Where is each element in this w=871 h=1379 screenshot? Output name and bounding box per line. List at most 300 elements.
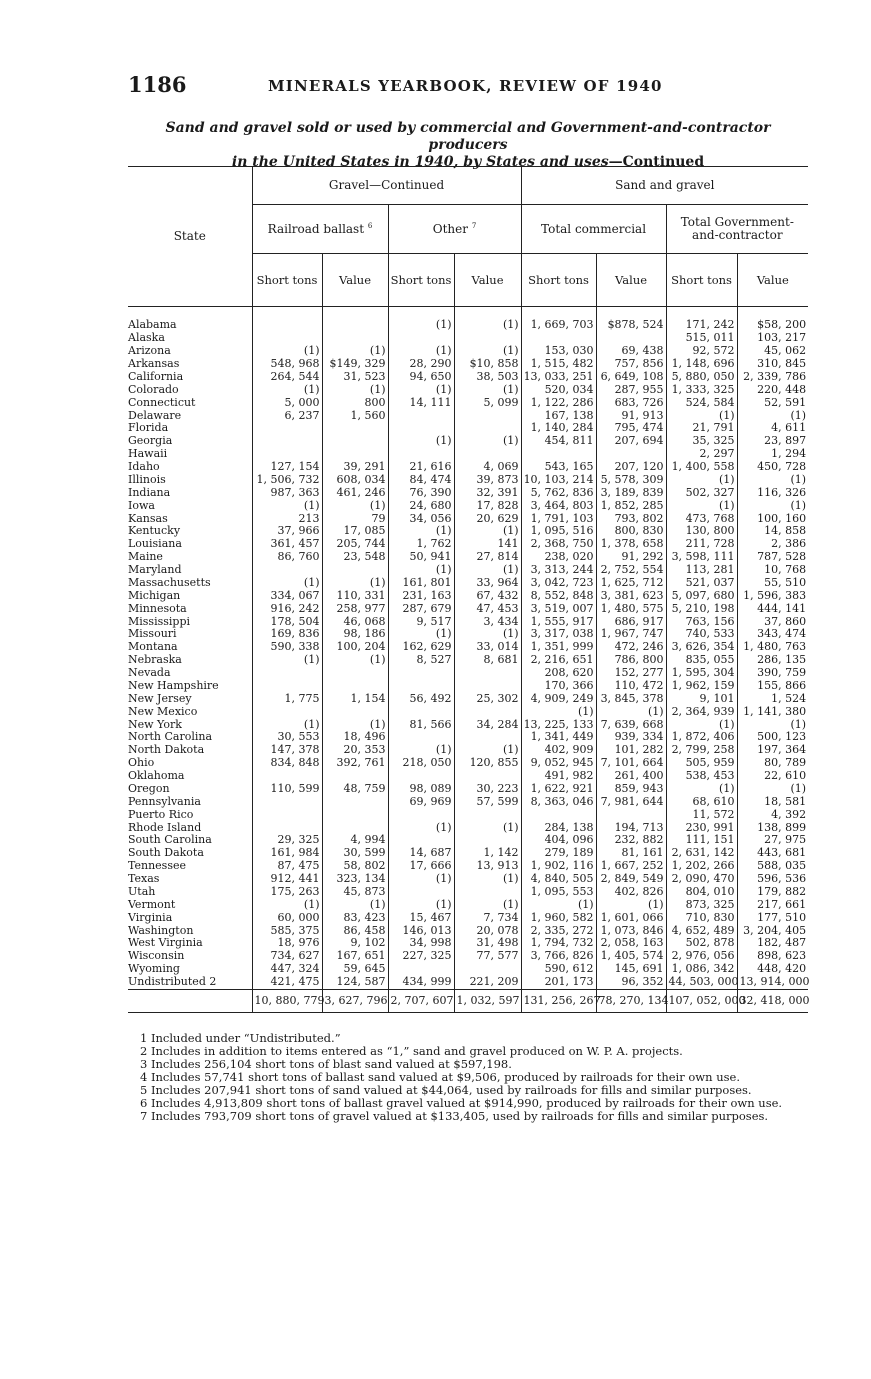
table-cell: 4, 611: [737, 422, 808, 435]
table-cell: 33, 014: [454, 641, 521, 654]
table-cell: (1): [322, 898, 388, 911]
state-column-header: State: [128, 167, 252, 307]
table-cell: 31, 523: [322, 371, 388, 384]
table-cell: 2, 297: [666, 448, 737, 461]
table-cell: [596, 332, 666, 345]
table-cell: 1, 148, 696: [666, 358, 737, 371]
table-cell: 800: [322, 396, 388, 409]
table-cell: (1): [322, 577, 388, 590]
table-cell: [454, 808, 521, 821]
table-cell: 1, 872, 406: [666, 731, 737, 744]
table-cell: (1): [454, 525, 521, 538]
table-cell: 4, 994: [322, 834, 388, 847]
state-name: New Hampshire: [128, 678, 219, 692]
table-cell: 3, 317, 038: [521, 628, 596, 641]
state-name: Wisconsin: [128, 949, 185, 963]
table-cell: 1, 333, 325: [666, 383, 737, 396]
table-cell: 590, 338: [252, 641, 322, 654]
table-cell: 786, 800: [596, 654, 666, 667]
total-gov-header: Total Government-and-contractor: [666, 205, 808, 254]
table-cell: [322, 435, 388, 448]
table-cell: 208, 620: [521, 667, 596, 680]
table-cell: 7, 734: [454, 911, 521, 924]
table-cell: (1): [454, 821, 521, 834]
state-name: Massachusetts: [128, 575, 211, 589]
table-cell: 170, 366: [521, 680, 596, 693]
sand-and-gravel-header: Sand and gravel: [521, 167, 808, 205]
table-cell: 1, 794, 732: [521, 937, 596, 950]
table-cell: 3, 598, 111: [666, 551, 737, 564]
table-cell: 35, 325: [666, 435, 737, 448]
table-cell: 421, 475: [252, 976, 322, 989]
table-row: [128, 950, 808, 963]
short-tons-header: Short tons: [388, 254, 454, 307]
table-cell: 8, 552, 848: [521, 589, 596, 602]
table-row: [128, 358, 808, 371]
table-cell: 5, 097, 680: [666, 589, 737, 602]
table-cell: 2, 216, 651: [521, 654, 596, 667]
table-cell: 1, 378, 658: [596, 538, 666, 551]
table-cell: 1, 086, 342: [666, 963, 737, 976]
table-row: [128, 705, 808, 718]
table-cell: $149, 329: [322, 358, 388, 371]
table-cell: 20, 629: [454, 512, 521, 525]
table-row: [128, 564, 808, 577]
table-cell: 120, 855: [454, 757, 521, 770]
state-name: Alaska: [128, 331, 165, 345]
table-cell: 1, 902, 116: [521, 860, 596, 873]
table-cell: 392, 761: [322, 757, 388, 770]
table-cell: [388, 731, 454, 744]
table-row: [128, 589, 808, 602]
table-cell: 231, 163: [388, 589, 454, 602]
table-cell: 30, 223: [454, 783, 521, 796]
table-cell: 447, 324: [252, 963, 322, 976]
state-name: Ohio: [128, 756, 155, 770]
table-cell: 178, 504: [252, 615, 322, 628]
table-cell: 138, 899: [737, 821, 808, 834]
table-cell: 1, 142: [454, 847, 521, 860]
table-cell: 1, 341, 449: [521, 731, 596, 744]
table-cell: 1, 400, 558: [666, 461, 737, 474]
table-cell: 31, 498: [454, 937, 521, 950]
table-cell: [454, 731, 521, 744]
table-cell: (1): [737, 474, 808, 487]
table-row: [128, 448, 808, 461]
table-cell: 1, 555, 917: [521, 615, 596, 628]
table-cell: (1): [388, 345, 454, 358]
table-cell: (1): [388, 525, 454, 538]
table-cell: 740, 533: [666, 628, 737, 641]
short-tons-header: Short tons: [252, 254, 322, 307]
state-name: Colorado: [128, 382, 179, 396]
table-row: [128, 783, 808, 796]
table-cell: 334, 067: [252, 589, 322, 602]
table-cell: 197, 364: [737, 744, 808, 757]
table-cell: (1): [252, 898, 322, 911]
state-name: Nevada: [128, 666, 171, 680]
table-cell: 33, 964: [454, 577, 521, 590]
table-cell: 92, 572: [666, 345, 737, 358]
table-cell: 264, 544: [252, 371, 322, 384]
table-cell: 69, 438: [596, 345, 666, 358]
table-cell: 3, 204, 405: [737, 924, 808, 937]
total-cell: 1, 032, 597: [454, 989, 521, 1012]
table-row: [128, 821, 808, 834]
state-name: Michigan: [128, 588, 181, 602]
table-cell: 9, 101: [666, 692, 737, 705]
table-cell: [521, 808, 596, 821]
table-cell: [252, 435, 322, 448]
table-cell: 3, 434: [454, 615, 521, 628]
table-cell: [322, 705, 388, 718]
table-cell: 5, 210, 198: [666, 602, 737, 615]
table-cell: (1): [388, 319, 454, 332]
table-row: [128, 409, 808, 422]
table-cell: 3, 464, 803: [521, 499, 596, 512]
value-header: Value: [737, 254, 808, 307]
table-cell: 491, 982: [521, 770, 596, 783]
table-cell: 2, 976, 056: [666, 950, 737, 963]
table-cell: [454, 705, 521, 718]
state-name: Florida: [128, 421, 169, 435]
table-cell: 14, 111: [388, 396, 454, 409]
state-name: Idaho: [128, 460, 160, 474]
table-cell: 39, 291: [322, 461, 388, 474]
table-cell: 590, 612: [521, 963, 596, 976]
table-cell: 608, 034: [322, 474, 388, 487]
table-cell: (1): [252, 345, 322, 358]
table-cell: 141: [454, 538, 521, 551]
table-cell: [252, 770, 322, 783]
table-cell: 232, 882: [596, 834, 666, 847]
table-cell: 502, 327: [666, 486, 737, 499]
table-cell: 500, 123: [737, 731, 808, 744]
table-cell: 25, 302: [454, 692, 521, 705]
table-cell: 793, 802: [596, 512, 666, 525]
footnote: 6 Includes 4,913,809 short tons of ballast gravel valued at $914,990, produced by railroads for their own use.: [140, 1096, 783, 1110]
table-row: [128, 770, 808, 783]
page-number: 1186: [128, 72, 187, 97]
table-row: [128, 976, 808, 989]
table-cell: 52, 591: [737, 396, 808, 409]
total-cell: 131, 256, 267: [521, 989, 596, 1012]
table-row: [128, 680, 808, 693]
table-cell: 87, 475: [252, 860, 322, 873]
table-row: [128, 847, 808, 860]
state-name: Illinois: [128, 472, 166, 486]
footnote: 1 Included under “Undistributed.”: [140, 1031, 341, 1045]
table-cell: (1): [388, 744, 454, 757]
table-cell: [521, 332, 596, 345]
table-cell: 323, 134: [322, 873, 388, 886]
table-cell: 585, 375: [252, 924, 322, 937]
table-cell: 153, 030: [521, 345, 596, 358]
table-cell: 79: [322, 512, 388, 525]
state-name: Minnesota: [128, 601, 187, 615]
table-cell: $58, 200: [737, 319, 808, 332]
table-cell: 18, 496: [322, 731, 388, 744]
table-cell: [454, 332, 521, 345]
table-cell: (1): [666, 783, 737, 796]
state-name: Louisiana: [128, 537, 182, 551]
table-cell: 23, 548: [322, 551, 388, 564]
table-cell: (1): [252, 383, 322, 396]
table-cell: 45, 873: [322, 886, 388, 899]
table-cell: 161, 984: [252, 847, 322, 860]
table-cell: 1, 762: [388, 538, 454, 551]
table-row: [128, 654, 808, 667]
state-name: New Jersey: [128, 691, 192, 705]
table-cell: (1): [388, 873, 454, 886]
total-cell: 78, 270, 134: [596, 989, 666, 1012]
table-cell: 1, 960, 582: [521, 911, 596, 924]
table-cell: (1): [388, 564, 454, 577]
table-cell: [252, 319, 322, 332]
table-cell: [388, 448, 454, 461]
table-cell: 450, 728: [737, 461, 808, 474]
table-cell: 2, 368, 750: [521, 538, 596, 551]
table-row: [128, 692, 808, 705]
table-cell: 734, 627: [252, 950, 322, 963]
table-body: [128, 307, 808, 990]
table-cell: [322, 808, 388, 821]
state-name: Pennsylvania: [128, 794, 201, 808]
table-cell: 310, 845: [737, 358, 808, 371]
table-cell: 5, 000: [252, 396, 322, 409]
table-cell: [388, 963, 454, 976]
table-cell: 1, 506, 732: [252, 474, 322, 487]
table-cell: [252, 564, 322, 577]
table-cell: 443, 681: [737, 847, 808, 860]
table-cell: 912, 441: [252, 873, 322, 886]
table-cell: 515, 011: [666, 332, 737, 345]
gravel-continued-header: Gravel—Continued: [252, 167, 521, 205]
table-cell: 4, 392: [737, 808, 808, 821]
railroad-ballast-header: [252, 205, 388, 254]
totals-body: [128, 989, 808, 1012]
table-cell: (1): [322, 654, 388, 667]
table-cell: 3, 845, 378: [596, 692, 666, 705]
table-cell: [252, 705, 322, 718]
table-cell: 763, 156: [666, 615, 737, 628]
table-cell: 179, 882: [737, 886, 808, 899]
table-cell: 81, 161: [596, 847, 666, 860]
table-cell: 1, 140, 284: [521, 422, 596, 435]
table-cell: (1): [596, 898, 666, 911]
table-cell: 217, 661: [737, 898, 808, 911]
table-cell: 55, 510: [737, 577, 808, 590]
state-name: Alabama: [128, 318, 177, 332]
table-cell: (1): [454, 873, 521, 886]
table-cell: 454, 811: [521, 435, 596, 448]
table-cell: 10, 103, 214: [521, 474, 596, 487]
table-cell: 110, 331: [322, 589, 388, 602]
table-cell: 361, 457: [252, 538, 322, 551]
table-cell: (1): [252, 654, 322, 667]
table-cell: [252, 795, 322, 808]
caption-line-2-text: in the United States in 1940, by States and uses: [231, 154, 609, 170]
table-cell: (1): [388, 435, 454, 448]
table-cell: 4, 069: [454, 461, 521, 474]
table-cell: 15, 467: [388, 911, 454, 924]
table-cell: 110, 472: [596, 680, 666, 693]
table-cell: [521, 448, 596, 461]
state-name: Texas: [128, 872, 160, 886]
table-cell: [454, 409, 521, 422]
table-row: [128, 911, 808, 924]
table-cell: 218, 050: [388, 757, 454, 770]
table-cell: (1): [322, 499, 388, 512]
table-row: [128, 383, 808, 396]
table-cell: 873, 325: [666, 898, 737, 911]
table-cell: 286, 135: [737, 654, 808, 667]
table-cell: 18, 581: [737, 795, 808, 808]
table-row: [128, 718, 808, 731]
state-name: Nebraska: [128, 653, 182, 667]
table-cell: 46, 068: [322, 615, 388, 628]
table-cell: 127, 154: [252, 461, 322, 474]
table-row: [128, 435, 808, 448]
table-cell: 1, 622, 921: [521, 783, 596, 796]
table-cell: (1): [596, 705, 666, 718]
table-cell: 1, 775: [252, 692, 322, 705]
table-cell: 4, 652, 489: [666, 924, 737, 937]
table-cell: 1, 154: [322, 692, 388, 705]
table-cell: 287, 955: [596, 383, 666, 396]
table-cell: 18, 976: [252, 937, 322, 950]
table-cell: 21, 791: [666, 422, 737, 435]
table-cell: (1): [454, 435, 521, 448]
table-cell: 60, 000: [252, 911, 322, 924]
table-cell: 505, 959: [666, 757, 737, 770]
table-cell: 448, 420: [737, 963, 808, 976]
table-cell: 220, 448: [737, 383, 808, 396]
state-name: Indiana: [128, 485, 171, 499]
table-cell: 939, 334: [596, 731, 666, 744]
table-cell: (1): [737, 409, 808, 422]
table-cell: 44, 503, 000: [666, 976, 737, 989]
table-cell: 4, 909, 249: [521, 692, 596, 705]
table-cell: 17, 828: [454, 499, 521, 512]
table-cell: 1, 095, 516: [521, 525, 596, 538]
state-name: Wyoming: [128, 962, 180, 976]
table-cell: 757, 856: [596, 358, 666, 371]
table-cell: 287, 679: [388, 602, 454, 615]
railroad-ballast-label: Railroad ballast: [267, 221, 365, 236]
table-row: [128, 628, 808, 641]
table-cell: (1): [322, 345, 388, 358]
caption-line-1: Sand and gravel sold or used by commercial and Government-and-contractor producers: [165, 120, 771, 153]
table-cell: 9, 052, 945: [521, 757, 596, 770]
table-cell: 1, 480, 575: [596, 602, 666, 615]
table-cell: 161, 801: [388, 577, 454, 590]
table-cell: [454, 667, 521, 680]
table-cell: 177, 510: [737, 911, 808, 924]
table-cell: [454, 834, 521, 847]
table-cell: (1): [737, 718, 808, 731]
table-cell: 473, 768: [666, 512, 737, 525]
table-cell: 14, 687: [388, 847, 454, 860]
table-cell: 279, 189: [521, 847, 596, 860]
table-cell: 1, 095, 553: [521, 886, 596, 899]
table-cell: 859, 943: [596, 783, 666, 796]
table-row: [128, 499, 808, 512]
state-name: West Virginia: [128, 936, 203, 950]
running-title: MINERALS YEARBOOK, REVIEW OF 1940: [268, 77, 663, 95]
table-cell: [252, 422, 322, 435]
table-cell: 524, 584: [666, 396, 737, 409]
table-cell: 2, 364, 939: [666, 705, 737, 718]
table-row: [128, 461, 808, 474]
table-cell: (1): [737, 783, 808, 796]
table-row: [128, 577, 808, 590]
table-cell: [454, 770, 521, 783]
state-name: North Dakota: [128, 743, 205, 757]
table-cell: 404, 096: [521, 834, 596, 847]
table-cell: 2, 090, 470: [666, 873, 737, 886]
state-name: Montana: [128, 640, 178, 654]
table-cell: 10, 768: [737, 564, 808, 577]
total-cell: 32, 418, 000: [737, 989, 808, 1012]
state-name: Hawaii: [128, 447, 168, 461]
sand-gravel-table: [128, 166, 808, 1013]
spacer-row: [128, 307, 808, 320]
table-cell: 898, 623: [737, 950, 808, 963]
state-name: Iowa: [128, 498, 155, 512]
table-cell: 23, 897: [737, 435, 808, 448]
table-cell: 124, 587: [322, 976, 388, 989]
table-cell: 37, 966: [252, 525, 322, 538]
table-cell: 34, 056: [388, 512, 454, 525]
table-cell: 9, 102: [322, 937, 388, 950]
other-header: [388, 205, 521, 254]
table-cell: 50, 941: [388, 551, 454, 564]
total-commercial-header: Total commercial: [521, 205, 666, 254]
table-cell: 169, 836: [252, 628, 322, 641]
table-cell: 2, 058, 163: [596, 937, 666, 950]
table-cell: 5, 578, 309: [596, 474, 666, 487]
table-cell: [388, 770, 454, 783]
state-name: Mississippi: [128, 614, 190, 628]
table-cell: [596, 448, 666, 461]
table-cell: (1): [521, 898, 596, 911]
table-cell: 20, 353: [322, 744, 388, 757]
state-name: Arkansas: [128, 357, 180, 371]
footnote: 2 Includes in addition to items entered as “1,” sand and gravel produced on W. P. A. projects.: [140, 1044, 683, 1058]
table-cell: 100, 204: [322, 641, 388, 654]
state-name: South Carolina: [128, 833, 212, 847]
table-row: [128, 615, 808, 628]
table-cell: 2, 752, 554: [596, 564, 666, 577]
table-cell: 182, 487: [737, 937, 808, 950]
table-cell: [322, 770, 388, 783]
table-row: [128, 963, 808, 976]
table-cell: 543, 165: [521, 461, 596, 474]
table-cell: 30, 599: [322, 847, 388, 860]
state-name: Virginia: [128, 910, 173, 924]
table-cell: 8, 681: [454, 654, 521, 667]
table-row: [128, 667, 808, 680]
table-row: [128, 396, 808, 409]
table-cell: 86, 760: [252, 551, 322, 564]
state-name: Oklahoma: [128, 769, 185, 783]
table-cell: [388, 808, 454, 821]
table-row: [128, 538, 808, 551]
table-cell: 1, 595, 304: [666, 667, 737, 680]
table-cell: 538, 453: [666, 770, 737, 783]
table-cell: 45, 062: [737, 345, 808, 358]
